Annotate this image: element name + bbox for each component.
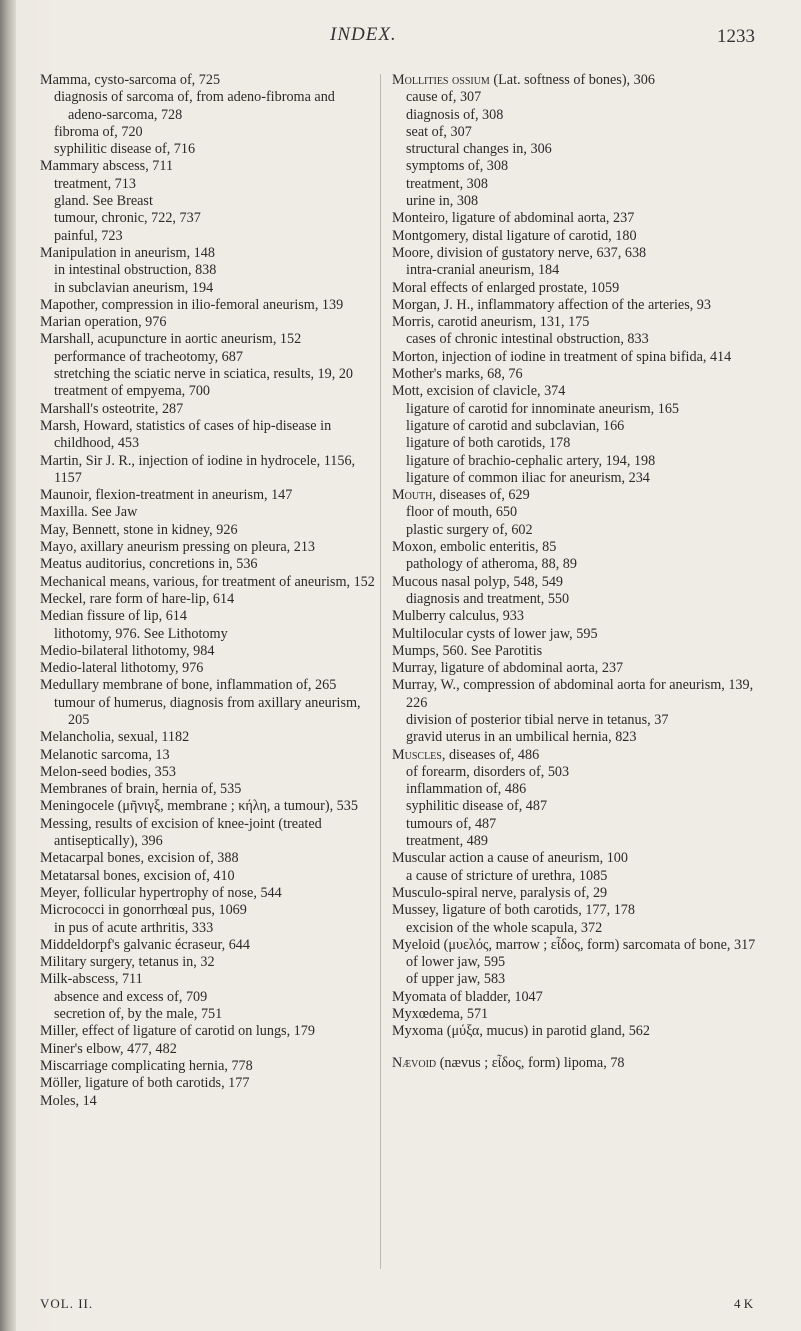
index-entry-text: Medio-lateral lithotomy, 976: [40, 660, 204, 677]
index-entry-text: Moore, division of gustatory nerve, 637, 638: [392, 244, 647, 261]
index-entry: [40, 677, 375, 694]
index-entry-text: tumours of, 487: [406, 815, 497, 832]
index-entry-text: Medullary membrane of bone, inflammation of, 265: [40, 677, 337, 694]
index-entry-text: Mapother, compression in ilio-femoral aneurism, 139: [40, 296, 344, 313]
index-entry: [392, 228, 762, 245]
index-entry-text: Myeloid (μυελός, marrow ; εἶδος, form) sarcomata of bone, 317: [392, 936, 756, 953]
index-entry-text: absence and excess of, 709: [54, 988, 208, 1005]
index-entry-text: intra-cranial aneurism, 184: [406, 262, 560, 279]
index-subentry: [392, 868, 762, 885]
index-subentry: [392, 556, 762, 573]
index-entry-text: pathology of atheroma, 88, 89: [406, 556, 577, 573]
index-entry: [40, 868, 375, 885]
index-subentry: [392, 124, 762, 141]
index-entry: [40, 539, 375, 556]
index-subentry: [40, 349, 375, 366]
index-entry-text: Meatus auditorius, concretions in, 536: [40, 556, 258, 573]
index-entry-text: Melon-seed bodies, 353: [40, 763, 176, 780]
index-entry-text: Morris, carotid aneurism, 131, 175: [392, 314, 590, 331]
index-entry-text: Moral effects of enlarged prostate, 1059: [392, 279, 620, 296]
index-entry-text: Meningocele (μῆνιγξ, membrane ; κήλη, a tumour), 535: [40, 798, 358, 815]
index-entry: [392, 539, 762, 556]
index-subentry: [40, 989, 375, 1006]
page-footer: [0, 1296, 801, 1320]
index-subentry: [392, 729, 762, 746]
index-entry-text: lithotomy, 976. See Lithotomy: [54, 625, 228, 642]
index-entry: [392, 850, 762, 867]
index-entry: [392, 608, 762, 625]
index-entry-text: inflammation of, 486: [406, 781, 527, 798]
index-entry: [40, 1041, 375, 1058]
index-entry-text: Morgan, J. H., inflammatory affection of the arteries, 93: [392, 296, 711, 313]
index-entry-text: tumour, chronic, 722, 737: [54, 210, 201, 227]
index-entry-text: syphilitic disease of, 716: [54, 141, 196, 158]
index-entry-text: tumour of humerus, diagnosis from axillary aneurism, 205: [54, 694, 361, 728]
index-entry-text: Musculo-spiral nerve, paralysis of, 29: [392, 884, 608, 901]
index-entry-text: ligature of carotid and subclavian, 166: [406, 417, 625, 434]
index-entry-text: Marshall, acupuncture in aortic aneurism, 152: [40, 331, 302, 348]
index-entry: [392, 210, 762, 227]
index-entry-text: of upper jaw, 583: [406, 971, 506, 988]
index-subentry: [392, 453, 762, 470]
index-entry-text: urine in, 308: [406, 193, 479, 210]
index-entry-text: of lower jaw, 595: [406, 954, 506, 971]
index-entry: [40, 314, 375, 331]
index-column-left: [40, 72, 375, 1110]
index-entry-text: Mechanical means, various, for treatment of aneurism, 152: [40, 573, 375, 590]
index-subentry: [40, 89, 375, 124]
index-entry: [40, 487, 375, 504]
index-entry-text: ligature of both carotids, 178: [406, 435, 571, 452]
index-subentry: [40, 176, 375, 193]
index-entry: [40, 1093, 375, 1110]
index-subentry: [392, 712, 762, 729]
index-subentry: [392, 262, 762, 279]
index-entry-text: seat of, 307: [406, 123, 472, 140]
index-entry-text: Mott, excision of clavicle, 374: [392, 383, 566, 400]
index-subentry: [40, 124, 375, 141]
index-subentry: [392, 504, 762, 521]
index-entry-text: Mammary abscess, 711: [40, 158, 174, 175]
index-entry-text: Murray, ligature of abdominal aorta, 237: [392, 660, 624, 677]
index-entry: [40, 729, 375, 746]
index-entry: [392, 626, 762, 643]
index-entry-text: Multilocular cysts of lower jaw, 595: [392, 625, 598, 642]
index-entry-text: of forearm, disorders of, 503: [406, 763, 570, 780]
index-entry-text: Mucous nasal polyp, 548, 549: [392, 573, 564, 590]
index-entry-text: Myxoma (μύξα, mucus) in parotid gland, 562: [392, 1023, 650, 1040]
index-entry-text: in intestinal obstruction, 838: [54, 262, 217, 279]
index-entry-heading: Mollities ossium: [392, 72, 490, 88]
index-entry-text: diagnosis of sarcoma of, from adeno-fibroma and adeno-sarcoma, 728: [54, 89, 335, 123]
index-entry: [40, 781, 375, 798]
index-subentry: [392, 764, 762, 781]
index-entry-text: Meckel, rare form of hare-lip, 614: [40, 590, 235, 607]
index-entry: [40, 522, 375, 539]
index-entry-text: Median fissure of lip, 614: [40, 608, 187, 625]
index-entry: [392, 885, 762, 902]
index-entry-text: May, Bennett, stone in kidney, 926: [40, 521, 238, 538]
index-entry-text: ligature of common iliac for aneurism, 234: [406, 469, 650, 486]
index-entry: [392, 1006, 762, 1023]
index-subentry: [392, 816, 762, 833]
index-entry: [392, 280, 762, 297]
index-entry-text: Morton, injection of iodine in treatment of spina bifida, 414: [392, 348, 732, 365]
index-entry: [392, 902, 762, 919]
index-subentry: [40, 210, 375, 227]
index-entry: [392, 383, 762, 400]
index-entry: [40, 453, 375, 488]
index-entry-text: Medio-bilateral lithotomy, 984: [40, 642, 215, 659]
index-entry: [40, 971, 375, 988]
index-entry: [392, 937, 762, 954]
index-entry: [40, 1075, 375, 1092]
index-entry-text: Marian operation, 976: [40, 314, 167, 331]
index-entry: [392, 297, 762, 314]
index-entry-text: Myxœdema, 571: [392, 1006, 489, 1023]
index-subentry: [392, 833, 762, 850]
index-entry-text: division of posterior tibial nerve in tetanus, 37: [406, 711, 669, 728]
index-subentry: [392, 971, 762, 988]
index-entry-text: Membranes of brain, hernia of, 535: [40, 781, 242, 798]
index-entry-text: syphilitic disease of, 487: [406, 798, 548, 815]
index-entry-text: Mother's marks, 68, 76: [392, 366, 523, 383]
index-entry: [40, 850, 375, 867]
index-entry: [392, 366, 762, 383]
index-entry-text: ligature of carotid for innominate aneurism, 165: [406, 400, 680, 417]
index-entry-text: Maxilla. See Jaw: [40, 504, 138, 521]
index-entry-text: Mamma, cysto-sarcoma of, 725: [40, 72, 221, 88]
index-subentry: [40, 228, 375, 245]
index-entry: [40, 764, 375, 781]
index-entry: [40, 1058, 375, 1075]
index-entry-text: , diseases of, 486: [441, 746, 540, 763]
index-subentry: [40, 141, 375, 158]
index-entry: [40, 297, 375, 314]
volume-label: VOL. II.: [40, 1296, 94, 1311]
index-entry-text: treatment of empyema, 700: [54, 383, 211, 400]
index-entry: [40, 937, 375, 954]
index-entry: [392, 1023, 762, 1040]
index-subentry: [40, 695, 375, 730]
page-number: 1233: [717, 26, 755, 47]
index-entry-text: Micrococci in gonorrhœal pus, 1069: [40, 902, 247, 919]
index-section-gap: [392, 1041, 762, 1055]
index-subentry: [392, 798, 762, 815]
index-subentry: [392, 141, 762, 158]
index-entry-text: Moles, 14: [40, 1092, 97, 1109]
index-entry-text: Melanotic sarcoma, 13: [40, 746, 170, 763]
index-entry-text: Meyer, follicular hypertrophy of nose, 544: [40, 884, 282, 901]
index-entry: [40, 1023, 375, 1040]
index-entry-text: plastic surgery of, 602: [406, 521, 533, 538]
index-entry: [40, 72, 375, 89]
signature-mark: 4 K: [734, 1296, 754, 1311]
index-entry: [40, 660, 375, 677]
index-subentry: [392, 176, 762, 193]
running-title: INDEX.: [330, 24, 397, 45]
index-entry-text: Mayo, axillary aneurism pressing on pleura, 213: [40, 539, 316, 556]
index-entry-text: Messing, results of excision of knee-joint (treated antiseptically), 396: [40, 815, 322, 850]
column-divider: [380, 74, 381, 1269]
index-entry: [392, 487, 762, 504]
index-subentry: [392, 435, 762, 452]
index-entry: [392, 574, 762, 591]
index-entry-text: secretion of, by the male, 751: [54, 1006, 223, 1023]
index-entry-text: Metacarpal bones, excision of, 388: [40, 850, 239, 867]
index-entry-text: Murray, W., compression of abdominal aorta for aneurism, 139, 226: [392, 677, 754, 711]
index-subentry: [392, 193, 762, 210]
index-entry-text: Manipulation in aneurism, 148: [40, 244, 215, 261]
index-subentry: [392, 401, 762, 418]
index-entry: [40, 158, 375, 175]
index-entry-text: excision of the whole scapula, 372: [406, 919, 603, 936]
index-entry: [40, 331, 375, 348]
index-entry-text: Miller, effect of ligature of carotid on lungs, 179: [40, 1023, 315, 1040]
index-entry: [40, 747, 375, 764]
index-subentry: [392, 331, 762, 348]
index-subentry: [392, 920, 762, 937]
index-entry: [40, 885, 375, 902]
index-entry: [40, 816, 375, 851]
index-entry-text: Melancholia, sexual, 1182: [40, 729, 190, 746]
index-entry-text: Mulberry calculus, 933: [392, 608, 524, 625]
index-entry-text: Miscarriage complicating hernia, 778: [40, 1057, 253, 1074]
index-entry: [40, 556, 375, 573]
index-entry: [392, 747, 762, 764]
index-entry-text: structural changes in, 306: [406, 141, 552, 158]
index-entry-text: gland. See Breast: [54, 193, 153, 210]
index-entry: [392, 643, 762, 660]
index-entry: [392, 245, 762, 262]
index-entry-text: Metatarsal bones, excision of, 410: [40, 867, 235, 884]
index-entry-text: treatment, 713: [54, 175, 136, 192]
index-entry-text: in pus of acute arthritis, 333: [54, 919, 214, 936]
index-subentry: [40, 262, 375, 279]
index-entry-text: (Lat. softness of bones), 306: [489, 72, 655, 88]
index-entry: [40, 574, 375, 591]
index-entry-text: treatment, 489: [406, 833, 488, 850]
index-entry-text: Muscular action a cause of aneurism, 100: [392, 850, 628, 867]
index-entry-text: Myomata of bladder, 1047: [392, 988, 543, 1005]
index-entry-text: symptoms of, 308: [406, 158, 509, 175]
index-entry: [392, 1055, 762, 1072]
index-entry: [40, 591, 375, 608]
index-entry: [40, 245, 375, 262]
index-entry-text: Middeldorpf's galvanic écraseur, 644: [40, 936, 250, 953]
index-entry-text: diagnosis of, 308: [406, 106, 504, 123]
index-entry-text: performance of tracheotomy, 687: [54, 348, 243, 365]
index-entry: [40, 401, 375, 418]
index-entry-text: stretching the sciatic nerve in sciatica, results, 19, 20: [54, 366, 354, 383]
index-entry: [392, 72, 762, 89]
index-subentry: [392, 470, 762, 487]
index-entry-text: fibroma of, 720: [54, 123, 143, 140]
index-entry-text: Marshall's osteotrite, 287: [40, 400, 184, 417]
index-entry: [392, 349, 762, 366]
index-entry: [40, 902, 375, 919]
index-entry-text: Möller, ligature of both carotids, 177: [40, 1075, 250, 1092]
index-subentry: [40, 193, 375, 210]
index-subentry: [40, 280, 375, 297]
page-header: [0, 20, 801, 54]
index-subentry: [392, 522, 762, 539]
index-entry-text: Military surgery, tetanus in, 32: [40, 954, 215, 971]
index-subentry: [40, 383, 375, 400]
index-entry: [40, 643, 375, 660]
index-entry-text: Maunoir, flexion-treatment in aneurism, 147: [40, 487, 293, 504]
index-entry-text: Mumps, 560. See Parotitis: [392, 642, 543, 659]
index-subentry: [40, 366, 375, 383]
index-column-right: [392, 72, 762, 1072]
index-entry-text: Moxon, embolic enteritis, 85: [392, 539, 557, 556]
index-entry-text: cases of chronic intestinal obstruction, 833: [406, 331, 649, 348]
index-entry: [40, 954, 375, 971]
index-entry-text: , diseases of, 629: [432, 487, 530, 504]
index-subentry: [392, 781, 762, 798]
index-entry-text: Marsh, Howard, statistics of cases of hip-disease in childhood, 453: [40, 417, 332, 452]
index-subentry: [40, 1006, 375, 1023]
index-entry-text: gravid uterus in an umbilical hernia, 823: [406, 729, 637, 746]
index-entry-text: in subclavian aneurism, 194: [54, 279, 214, 296]
index-entry-text: Martin, Sir J. R., injection of iodine in hydrocele, 1156, 1157: [40, 452, 356, 486]
index-subentry: [392, 107, 762, 124]
index-subentry: [392, 591, 762, 608]
index-entry-text: floor of mouth, 650: [406, 504, 518, 521]
index-entry-text: Montgomery, distal ligature of carotid, 180: [392, 227, 637, 244]
index-entry-text: painful, 723: [54, 227, 123, 244]
index-entry-text: Miner's elbow, 477, 482: [40, 1040, 177, 1057]
index-entry: [392, 989, 762, 1006]
index-entry: [392, 677, 762, 712]
index-subentry: [392, 89, 762, 106]
index-entry: [40, 608, 375, 625]
index-subentry: [392, 954, 762, 971]
index-entry-text: Mussey, ligature of both carotids, 177, 178: [392, 902, 635, 919]
index-entry: [40, 418, 375, 453]
index-entry-text: cause of, 307: [406, 89, 482, 106]
index-subentry: [40, 920, 375, 937]
index-entry-text: ligature of brachio-cephalic artery, 194, 198: [406, 452, 656, 469]
index-subentry: [392, 158, 762, 175]
index-entry-text: Milk-abscess, 711: [40, 971, 143, 988]
index-subentry: [40, 626, 375, 643]
book-binding-shadow: [0, 0, 16, 1331]
index-entry: [40, 504, 375, 521]
index-entry-text: a cause of stricture of urethra, 1085: [406, 867, 608, 884]
index-entry-heading: Nævoid: [392, 1054, 437, 1071]
index-entry: [392, 660, 762, 677]
index-entry: [40, 798, 375, 815]
index-entry-heading: Mouth: [392, 487, 433, 504]
index-entry-text: (nævus ; εἶδος, form) lipoma, 78: [436, 1054, 625, 1071]
index-entry-heading: Muscles: [392, 746, 442, 763]
index-entry-text: diagnosis and treatment, 550: [406, 590, 570, 607]
index-subentry: [392, 418, 762, 435]
index-entry: [392, 314, 762, 331]
index-entry-text: treatment, 308: [406, 175, 488, 192]
index-entry-text: Monteiro, ligature of abdominal aorta, 237: [392, 210, 635, 227]
